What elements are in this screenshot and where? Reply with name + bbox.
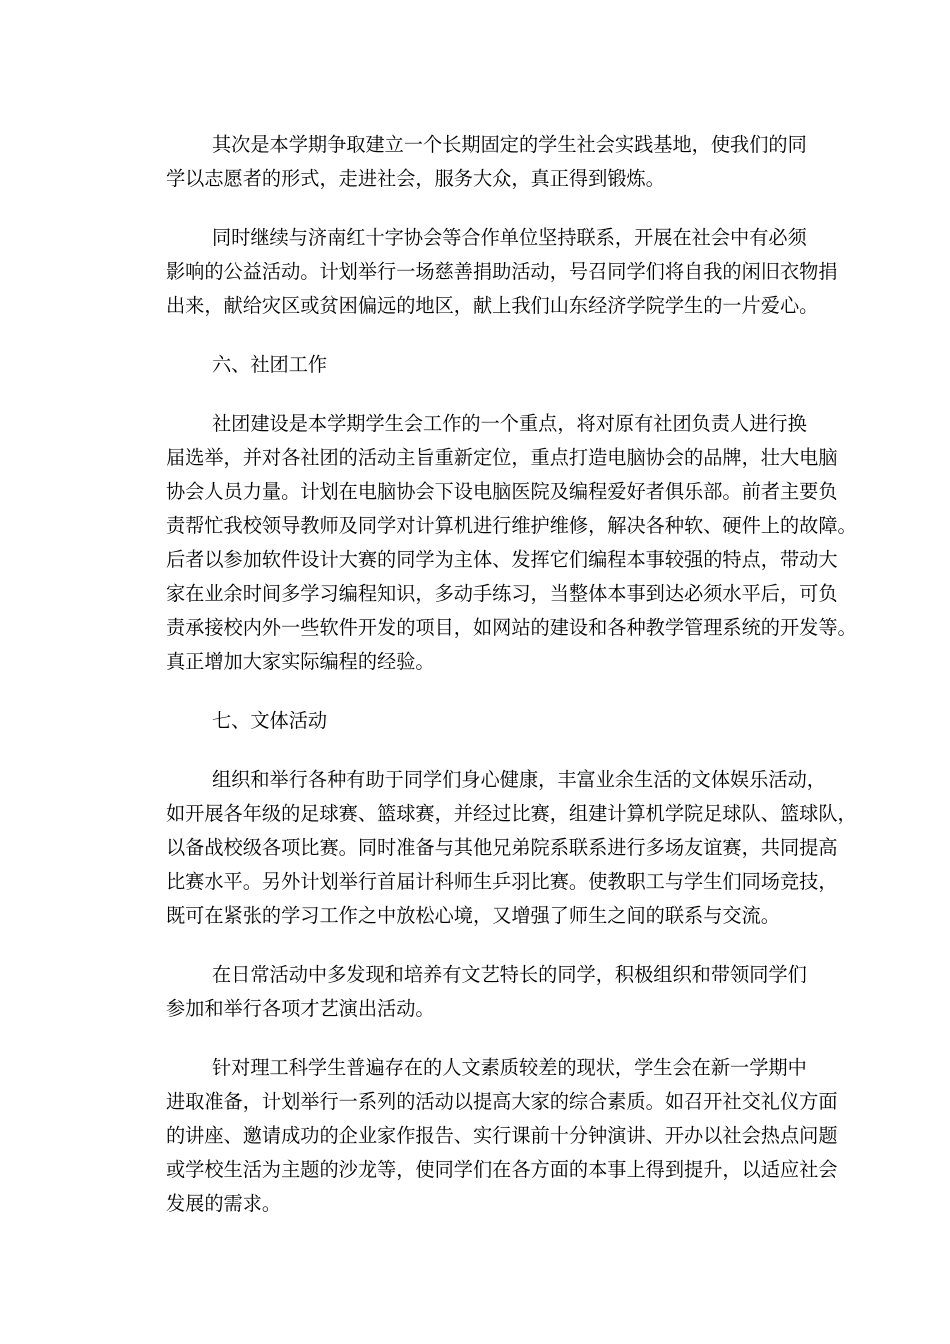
text-line: 组织和举行各种有助于同学们身心健康，丰富业余生活的文体娱乐活动， — [212, 768, 826, 791]
text-line: 发展的需求。 — [166, 1192, 282, 1215]
text-line: 责承接校内外一些软件开发的项目，如网站的建设和各种教学管理系统的开发等。 — [166, 616, 857, 639]
text-line: 的讲座、邀请成功的企业家作报告、实行课前十分钟演讲、开办以社会热点问题 — [166, 1124, 838, 1147]
text-line: 社团建设是本学期学生会工作的一个重点，将对原有社团负责人进行换 — [212, 412, 807, 435]
text-line: 其次是本学期争取建立一个长期固定的学生社会实践基地，使我们的同 — [212, 133, 807, 156]
paragraph — [166, 128, 818, 196]
text-line: 如开展各年级的足球赛、篮球赛，并经过比赛，组建计算机学院足球队、篮球队， — [166, 802, 857, 825]
text-line: 比赛水平。另外计划举行首届计科师生乒羽比赛。使教职工与学生们同场竞技， — [166, 870, 838, 893]
section-heading — [166, 704, 818, 738]
text-line: 届选举，并对各社团的活动主旨重新定位，重点打造电脑协会的品牌，壮大电脑 — [166, 446, 838, 469]
text-line: 责帮忙我校领导教师及同学对计算机进行维护维修，解决各种软、硬件上的故障。 — [166, 514, 857, 537]
text-line: 协会人员力量。计划在电脑协会下设电脑医院及编程爱好者俱乐部。前者主要负 — [166, 480, 838, 503]
text-line: 出来，献给灾区或贫困偏远的地区，献上我们山东经济学院学生的一片爱心。 — [166, 294, 819, 317]
text-line: 以备战校级各项比赛。同时准备与其他兄弟院系联系进行多场友谊赛，共同提高 — [166, 836, 838, 859]
paragraph — [166, 1051, 838, 1221]
text-line: 学以志愿者的形式，走进社会，服务大众，真正得到锻炼。 — [166, 167, 665, 190]
paragraph — [166, 221, 838, 323]
text-line: 影响的公益活动。计划举行一场慈善捐助活动，号召同学们将自我的闲旧衣物捐 — [166, 260, 838, 283]
heading-text: 六、社团工作 — [212, 353, 328, 376]
section-heading — [166, 348, 818, 382]
paragraph — [166, 958, 818, 1026]
text-line: 进取准备，计划举行一系列的活动以提高大家的综合素质。如召开社交礼仪方面 — [166, 1090, 838, 1113]
text-line: 或学校生活为主题的沙龙等，使同学们在各方面的本事上得到提升，以适应社会 — [166, 1158, 838, 1181]
text-line: 同时继续与济南红十字协会等合作单位坚持联系，开展在社会中有必须 — [212, 226, 807, 249]
text-line: 在日常活动中多发现和培养有文艺特长的同学，积极组织和带领同学们 — [212, 963, 807, 986]
text-line: 家在业余时间多学习编程知识，多动手练习，当整体本事到达必须水平后，可负 — [166, 582, 838, 605]
text-line: 针对理工科学生普遍存在的人文素质较差的现状，学生会在新一学期中 — [212, 1056, 807, 1079]
text-line: 后者以参加软件设计大赛的同学为主体、发挥它们编程本事较强的特点，带动大 — [166, 548, 838, 571]
text-line: 真正增加大家实际编程的经验。 — [166, 650, 435, 673]
text-line: 既可在紧张的学习工作之中放松心境，又增强了师生之间的联系与交流。 — [166, 904, 780, 927]
paragraph — [166, 763, 857, 933]
heading-text: 七、文体活动 — [212, 709, 328, 732]
paragraph — [166, 407, 857, 679]
document-page — [166, 128, 857, 1246]
text-line: 参加和举行各项才艺演出活动。 — [166, 997, 435, 1020]
